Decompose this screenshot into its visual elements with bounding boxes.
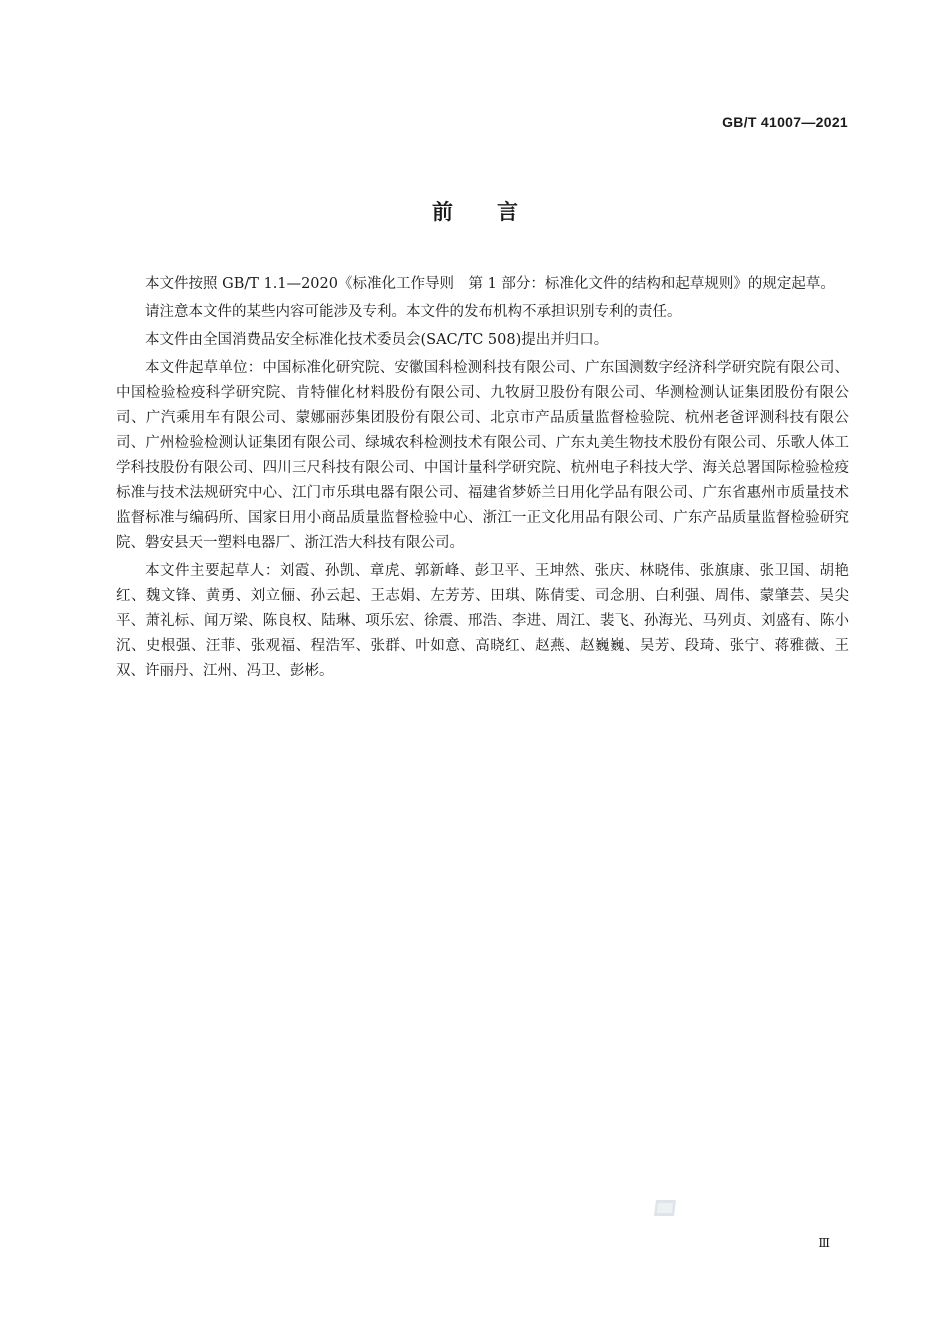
standard-number: GB/T 41007—2021 [722,114,848,130]
page-title: 前言 [432,200,562,224]
foreword-body [116,272,849,684]
sac-watermark-logo [652,1198,678,1218]
paragraph-drafting-units: 本文件起草单位：中国标准化研究院、安徽国科检测科技有限公司、广东国测数字经济科学研究院有限公司、中国检验检疫科学研究院、肯特催化材料股份有限公司、九牧厨卫股份有限公司、华测检测认证集团股份有限公司、广汽乘用车有限公司、蒙娜丽莎集团股份有限公司、北京市产品质量监督检验院、杭州老爸评测科技有限公司、广州检验检测认证集团有限公司、绿城农科检测技术有限公司、广东丸美生物技术股份有限公司、乐歌人体工学科技股份有限公司、四川三尺科技有限公司、中国计量科学研究院、杭州电子科技大学、海关总署国际检验检疫标准与技术法规研究中心、江门市乐琪电器有限公司、福建省梦娇兰日用化学品有限公司、广东省惠州市质量技术监督标准与编码所、国家日用小商品质量监督检验中心、浙江一正文化用品有限公司、广东产品质量监督检验研究院、磐安县天一塑料电器厂、浙江浩大科技有限公司。 [116,360,849,551]
paragraph-drafters: 本文件主要起草人：刘霞、孙凯、章虎、郭新峰、彭卫平、王坤然、张庆、林晓伟、张旗康、张卫国、胡艳红、魏文锋、黄勇、刘立俪、孙云起、王志娟、左芳芳、田琪、陈倩雯、司念朋、白利强、周伟、蒙肇芸、吴尖平、萧礼标、闻万梁、陈良权、陆琳、项乐宏、徐震、邢浩、李进、周江、裴飞、孙海光、马列贞、刘盛有、陈小沉、史根强、汪菲、张观福、程浩军、张群、叶如意、高晓红、赵燕、赵巍巍、吴芳、段琦、张宁、蒋雅薇、王双、许丽丹、江州、冯卫、彭彬。 [116,563,849,679]
paragraph-patent-notice: 请注意本文件的某些内容可能涉及专利。本文件的发布机构不承担识别专利的责任。 [145,304,682,320]
paragraph-drafting-rules: 本文件按照 GB/T 1.1—2020《标准化工作导则 第 1 部分：标准化文件的结构和起草规则》的规定起草。 [145,276,835,292]
page-number: Ⅲ [818,1236,830,1250]
paragraph-proposer: 本文件由全国消费品安全标准化技术委员会(SAC/TC 508)提出并归口。 [145,332,609,348]
